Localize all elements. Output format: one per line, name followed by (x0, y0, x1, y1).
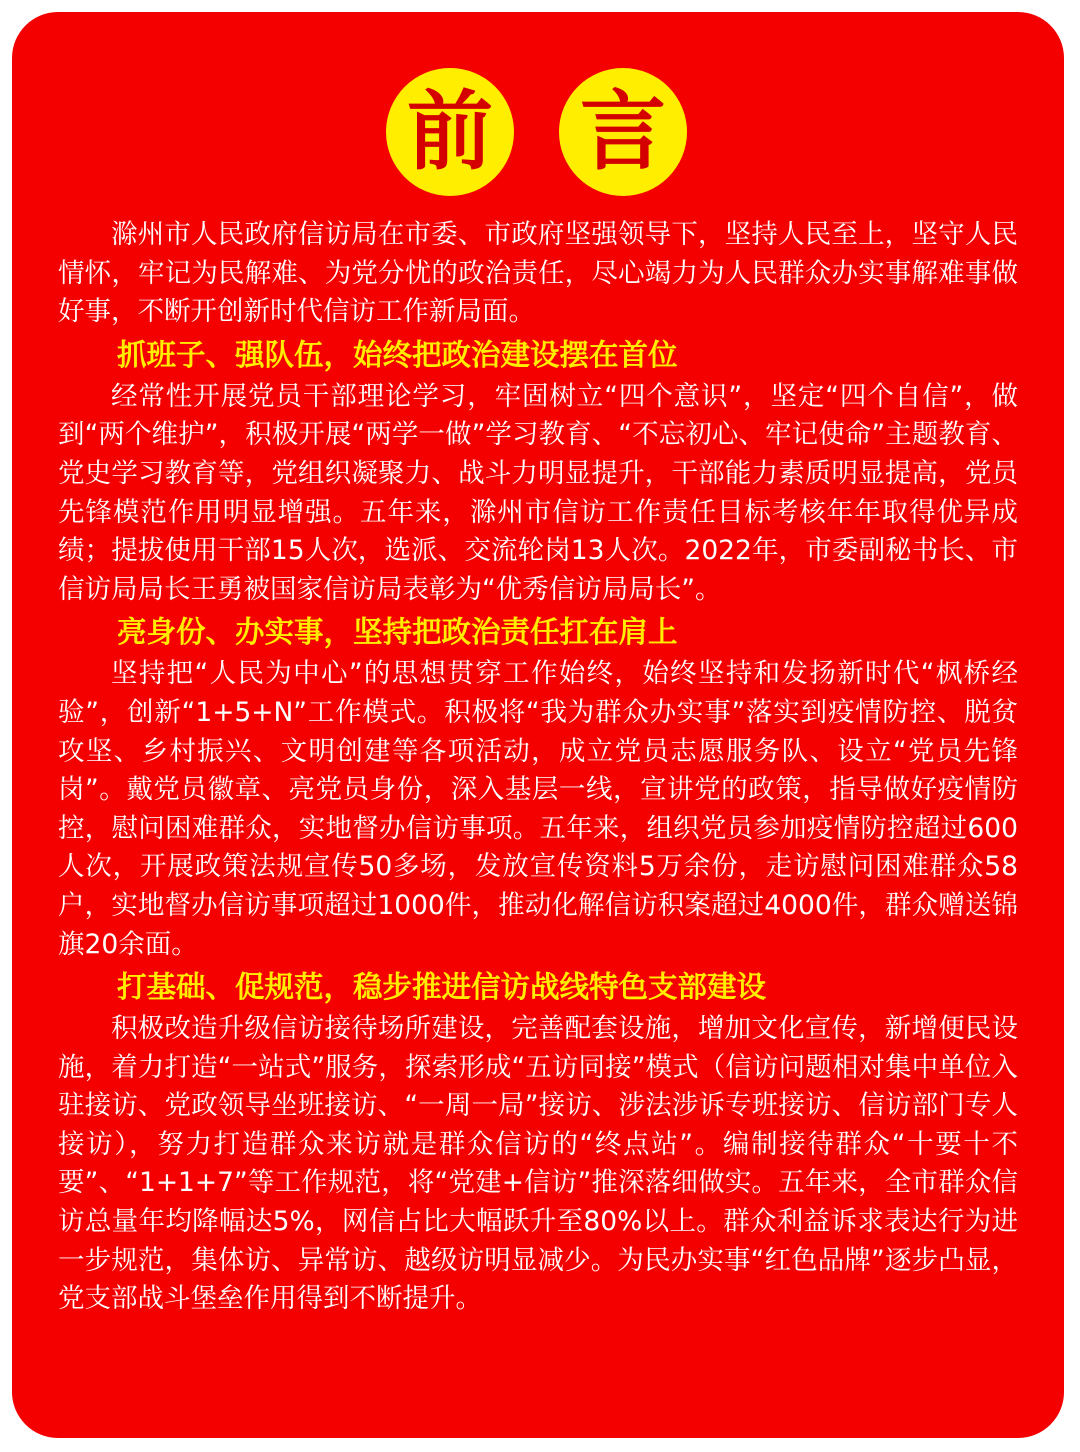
section-heading-2: 亮身份、办实事，坚持把政治责任扛在肩上 (117, 615, 678, 650)
section-heading-1: 抓班子、强队伍，始终把政治建设摆在首位 (117, 337, 678, 372)
title-row (12, 68, 1064, 198)
title-char-qian: 前 (386, 68, 514, 196)
section-heading-3: 打基础、促规范，稳步推进信访战线特色支部建设 (117, 970, 767, 1005)
section-body-1: 经常性开展党员干部理论学习，牢固树立“四个意识”，坚定“四个自信”，做到“两个维护”，积极开展“两学一做”学习教育、“不忘初心、牢记使命”主题教育、党史学习教育等，党组织凝聚力、战斗力明显提升，干部能力素质明显提高，党员先锋模范作用明显增强。五年来，滁州市信访工作责任目标考核年年取得优异成绩；提拔使用干部15人次，选派、交流轮岗13人次。2022年，市委副秘书长、市信访局局长王勇被国家信访局表彰为“优秀信访局局长”。 (58, 380, 1018, 605)
section-body-3: 积极改造升级信访接待场所建设，完善配套设施，增加文化宣传，新增便民设施，着力打造“一站式”服务，探索形成“五访同接”模式（信访问题相对集中单位入驻接访、党政领导坐班接访、“一周一局”接访、涉法涉诉专班接访、信访部门专人接访），努力打造群众来访就是群众信访的“终点站”。编制接待群众“十要十不要”、“1+1+7”等工作规范，将“党建+信访”推深落细做实。五年来，全市群众信访总量年均降幅达5%，网信占比大幅跃升至80%以上。群众利益诉求表达行为进一步规范，集体访、异常访、越级访明显减少。为民办实事“红色品牌”逐步凸显，党支部战斗堡垒作用得到不断提升。 (58, 1013, 1018, 1315)
section-body-2: 坚持把“人民为中心”的思想贯穿工作始终，始终坚持和发扬新时代“枫桥经验”，创新“1+5+N”工作模式。积极将“我为群众办实事”落实到疫情防控、脱贫攻坚、乡村振兴、文明创建等各项活动，成立党员志愿服务队、设立“党员先锋岗”。戴党员徽章、亮党员身份，深入基层一线，宣讲党的政策，指导做好疫情防控，慰问困难群众，实地督办信访事项。五年来，组织党员参加疫情防控超过600人次，开展政策法规宣传50多场，发放宣传资料5万余份，走访慰问困难群众58户，实地督办信访事项超过1000件，推动化解信访积案超过4000件，群众赠送锦旗20余面。 (58, 658, 1018, 960)
article-content (58, 216, 1018, 1319)
intro-paragraph: 滁州市人民政府信访局在市委、市政府坚强领导下，坚持人民至上，坚守人民情怀，牢记为民解难、为党分忧的政治责任，尽心竭力为人民群众办实事解难事做好事，不断开创新时代信访工作新局面。 (58, 219, 1018, 328)
poster-panel (12, 12, 1064, 1438)
title-char-yan: 言 (559, 68, 687, 196)
